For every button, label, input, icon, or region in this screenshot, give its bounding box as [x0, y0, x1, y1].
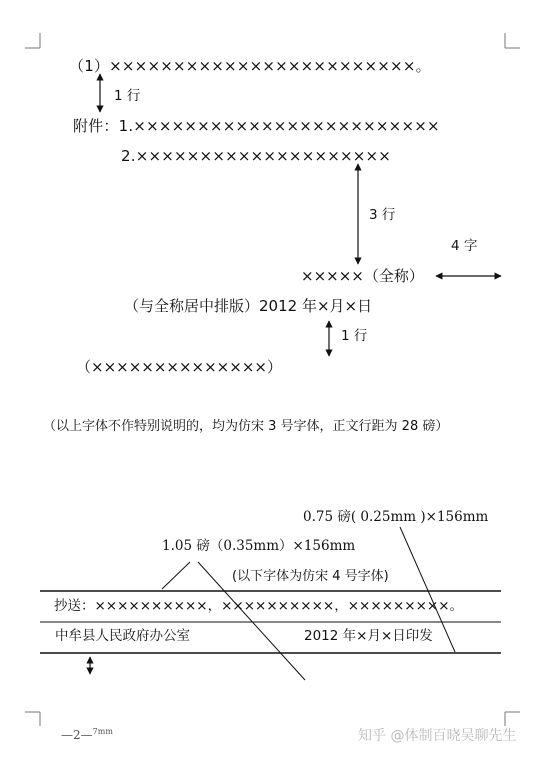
- gap-label-1-row-b: 1 行: [341, 328, 368, 344]
- page-number: [61, 728, 113, 741]
- note-parenthetical: （××××××××××××××）: [76, 358, 282, 376]
- gap-label-1-row: 1 行: [114, 88, 141, 104]
- page-number-margin: 7mm: [92, 727, 113, 736]
- print-date: 2012 年×月×日印发: [304, 628, 433, 644]
- gap-label-3-rows: 3 行: [369, 207, 396, 223]
- issuer-full-name: ×××××（全称）: [301, 267, 424, 285]
- date-line: （与全称居中排版）2012 年×月×日: [124, 297, 373, 315]
- issuing-office: 中牟县人民政府办公室: [55, 628, 190, 644]
- attachment-1: 附件：1.××××××××××××××××××××××××: [73, 117, 440, 135]
- watermark: 知乎 @体制百晓吴聊先生: [358, 728, 517, 744]
- page-number-text: —2—: [61, 728, 93, 742]
- cc-line: 抄送：××××××××××，××××××××××，×××××××××。: [54, 598, 464, 614]
- gap-label-4-chars: 4 字: [451, 238, 478, 254]
- thin-rule-label: 0.75 磅( 0.25mm )×156mm: [303, 509, 489, 525]
- leader-thick-rule-left: [162, 562, 190, 589]
- line-item-1: （1）××××××××××××××××××××××××。: [69, 57, 431, 75]
- attachment-2: 2.××××××××××××××××××××: [121, 147, 392, 165]
- font4-note: (以下字体为仿宋 4 号字体): [232, 569, 389, 584]
- thick-rule-label: 1.05 磅（0.35mm）×156mm: [162, 538, 356, 554]
- font-note: （以上字体不作特别说明的，均为仿宋 3 号字体，正文行距为 28 磅）: [43, 419, 449, 434]
